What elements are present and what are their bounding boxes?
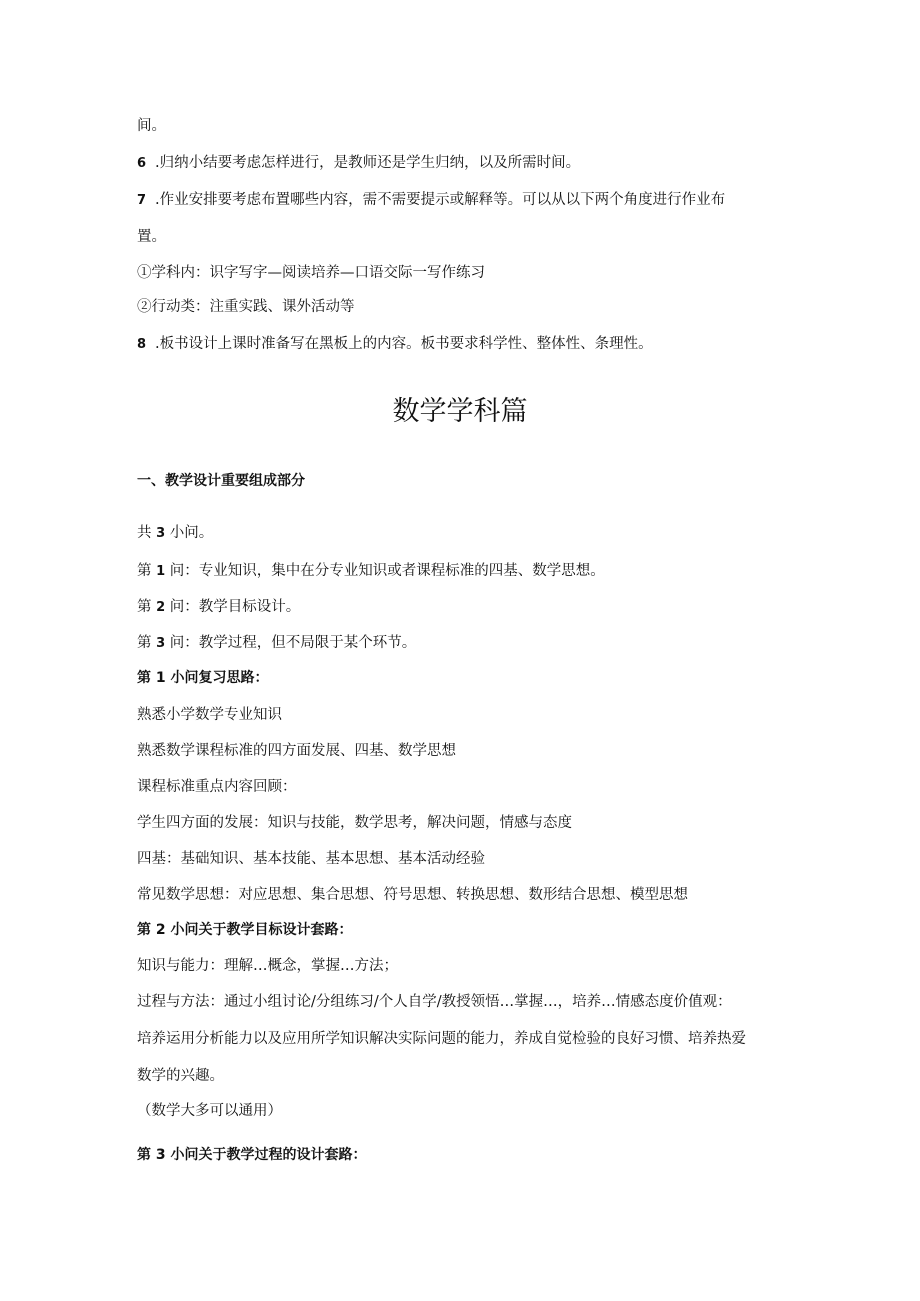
text-line: （数学大多可以通用） — [137, 1103, 282, 1119]
section-title: 数学学科篇 — [392, 396, 528, 427]
item-number: 8 — [137, 337, 147, 352]
question-2 — [137, 597, 300, 618]
item-text: .板书设计上课时准备写在黑板上的内容。板书要求科学性、整体性、条理性。 — [155, 336, 653, 352]
text-part: 第 — [137, 563, 152, 579]
item-text: .归纳小结要考虑怎样进行，是教师还是学生归纳，以及所需时间。 — [155, 155, 581, 171]
text-line: 间。 — [137, 118, 166, 134]
subsection-heading: 第 1 小问复习思路： — [137, 670, 269, 686]
text-line — [137, 523, 213, 544]
text-line: 熟悉小学数学专业知识 — [137, 707, 282, 723]
list-item-7 — [137, 190, 725, 211]
sub-item: ②行动类：注重实践、课外活动等 — [137, 299, 355, 315]
text-line: 课程标准重点内容回顾： — [137, 779, 297, 795]
text-line: 常见数学思想：对应思想、集合思想、符号思想、转换思想、数形结合思想、模型思想 — [137, 887, 688, 903]
text-line: 数学的兴趣。 — [137, 1068, 224, 1084]
text-part: 问：教学过程，但不局限于某个环节。 — [169, 635, 417, 651]
section-heading: 一、教学设计重要组成部分 — [137, 473, 305, 489]
text-line: 四基：基础知识、基本技能、基本思想、基本活动经验 — [137, 851, 485, 867]
number: 3 — [156, 526, 166, 541]
list-item-8 — [137, 334, 653, 355]
text-part: 第 — [137, 599, 152, 615]
text-part: 共 — [137, 525, 152, 541]
number: 3 — [156, 636, 166, 651]
text-line: 置。 — [137, 229, 166, 245]
number: 2 — [156, 600, 166, 615]
item-text: .作业安排要考虑布置哪些内容，需不需要提示或解释等。可以从以下两个角度进行作业布 — [155, 192, 726, 208]
text-line: 培养运用分析能力以及应用所学知识解决实际问题的能力，养成自觉检验的良好习惯、培养热爱 — [137, 1031, 746, 1047]
item-number: 6 — [137, 156, 147, 171]
text-line: 过程与方法：通过小组讨论/分组练习/个人自学/教授领悟…掌握…，培养…情感态度价值观： — [137, 994, 732, 1010]
text-line: 知识与能力：理解…概念，掌握…方法； — [137, 958, 398, 974]
question-1 — [137, 561, 605, 582]
subsection-heading: 第 2 小问关于教学目标设计套路： — [137, 922, 353, 938]
subsection-heading: 第 3 小问关于教学过程的设计套路： — [137, 1147, 367, 1163]
text-part: 问：教学目标设计。 — [169, 599, 301, 615]
text-part: 小问。 — [169, 525, 214, 541]
sub-item: ①学科内：识字写字—阅读培养—口语交际一写作练习 — [137, 265, 485, 281]
text-line: 学生四方面的发展：知识与技能，数学思考，解决问题，情感与态度 — [137, 815, 572, 831]
question-3 — [137, 633, 416, 654]
number: 1 — [156, 564, 166, 579]
text-part: 问：专业知识，集中在分专业知识或者课程标准的四基、数学思想。 — [169, 563, 605, 579]
list-item-6 — [137, 153, 580, 174]
text-part: 第 — [137, 635, 152, 651]
text-line: 熟悉数学课程标准的四方面发展、四基、数学思想 — [137, 743, 456, 759]
item-number: 7 — [137, 193, 147, 208]
